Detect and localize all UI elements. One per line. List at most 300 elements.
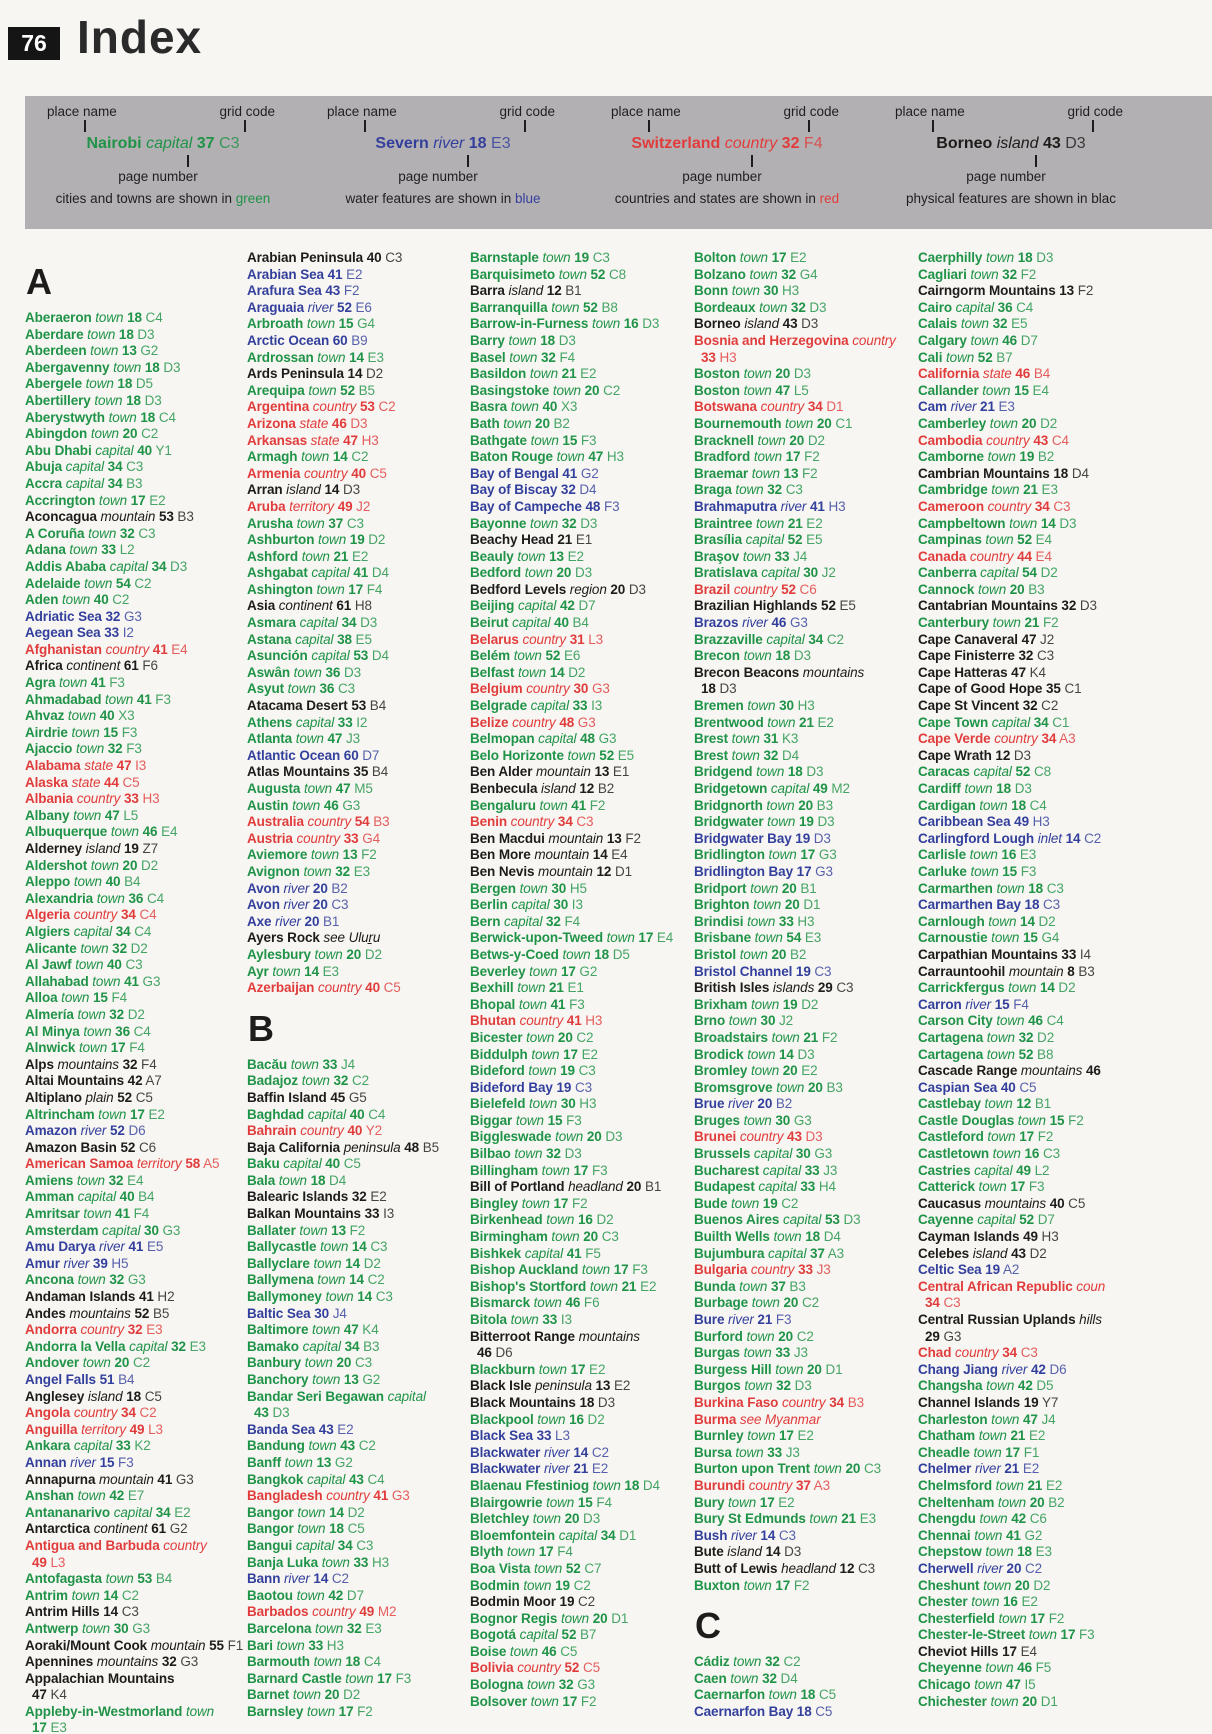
legend-tick <box>84 120 86 132</box>
index-entry: Ajaccio town 32 F3 <box>25 741 142 757</box>
index-entry: Bude town 19 C2 <box>694 1195 799 1211</box>
index-entry: Boa Vista town 52 C7 <box>470 1560 602 1576</box>
index-entry: Campinas town 52 E4 <box>918 532 1052 548</box>
index-entry: Accrington town 17 E2 <box>25 492 166 508</box>
index-entry: Arizona state 46 D3 <box>247 415 368 431</box>
index-entry: Astana capital 38 E5 <box>247 631 372 647</box>
index-entry: Bure river 21 F3 <box>694 1312 792 1327</box>
index-entry: Arusha town 37 C3 <box>247 515 364 531</box>
index-entry: Baltimore town 47 K4 <box>247 1322 379 1338</box>
index-entry: Betws-y-Coed town 18 D5 <box>470 946 630 962</box>
index-entry: Abertillery town 18 D3 <box>25 392 162 408</box>
legend-tick <box>364 120 366 132</box>
index-entry: Chepstow town 18 E3 <box>918 1544 1052 1560</box>
index-entry: Bracknell town 20 D2 <box>694 432 825 448</box>
index-entry: Bodmin town 19 C2 <box>470 1577 591 1593</box>
legend-caption: countries and states are shown in red <box>614 191 840 206</box>
index-entry: Baotou town 42 D7 <box>247 1587 364 1603</box>
legend-caption: physical features are shown in blac <box>905 191 1117 206</box>
index-entry: Ballycastle town 14 C3 <box>247 1239 388 1255</box>
index-entry: Cannock town 20 B3 <box>918 581 1045 597</box>
index-entry: Cardigan town 18 C4 <box>918 797 1047 813</box>
index-entry: Brest town 32 D4 <box>694 747 799 763</box>
index-entry: Bishkek capital 41 F5 <box>470 1245 601 1261</box>
index-entry: Avon river 20 C3 <box>247 897 349 913</box>
index-entry: Cairo capital 36 C4 <box>918 299 1034 315</box>
index-entry: Cambrian Mountains 18 D4 <box>918 465 1089 481</box>
index-entry: Bosnia and Herzegovina country 33 H3 <box>694 332 896 365</box>
index-entry: Birmingham town 20 C3 <box>470 1229 619 1245</box>
index-entry: Carnoustie town 15 G4 <box>918 930 1060 946</box>
index-entry: Brentwood town 21 E2 <box>694 714 834 730</box>
index-entry: Black Isle peninsula 13 E2 <box>470 1378 631 1394</box>
index-entry: Bute island 14 D3 <box>694 1544 802 1560</box>
index-entry: Bridport town 20 B1 <box>694 880 817 896</box>
index-entry: Argentina country 53 C2 <box>247 399 396 415</box>
index-entry: Chelmer river 21 E2 <box>918 1461 1040 1477</box>
index-entry: Carrickfergus town 14 D2 <box>918 980 1076 996</box>
index-entry: Banff town 13 G2 <box>247 1454 353 1470</box>
index-entry: Beijing capital 42 D7 <box>470 598 596 614</box>
index-entry: Cardiff town 18 D3 <box>918 781 1032 796</box>
section-letter: C <box>695 1605 721 1647</box>
index-entry: Belgium country 30 G3 <box>470 681 610 697</box>
index-entry: Bandung town 43 C2 <box>247 1438 376 1454</box>
index-entry: Braemar town 13 F2 <box>694 465 818 481</box>
index-entry: Bern capital 32 F4 <box>470 913 581 929</box>
legend-example-group <box>591 104 863 206</box>
index-entry: Basildon town 21 E2 <box>470 366 597 382</box>
index-entry: Barmouth town 18 C4 <box>247 1654 381 1670</box>
index-entry: Ayr town 14 E3 <box>247 963 339 979</box>
index-entry: Carmarthen Bay 18 C3 <box>918 897 1061 913</box>
index-entry: Cambridge town 21 E3 <box>918 482 1058 498</box>
index-entry: Angel Falls 51 B4 <box>25 1372 135 1387</box>
index-entry: Cayenne capital 52 D7 <box>918 1212 1055 1228</box>
index-entry: Benin country 34 C3 <box>470 814 594 830</box>
index-entry: Burgas town 33 J3 <box>694 1345 808 1361</box>
index-entry: Bromley town 20 E2 <box>694 1063 818 1079</box>
index-entry: Caracas capital 52 C8 <box>918 764 1052 780</box>
index-entry: Baja California peninsula 48 B5 <box>247 1139 440 1155</box>
index-entry: Axe river 20 B1 <box>247 913 340 929</box>
index-entry: Asia continent 61 H8 <box>247 598 372 614</box>
legend-example-entry: Switzerland country 32 F4 <box>631 135 823 152</box>
index-entry: Caspian Sea 40 C5 <box>918 1079 1037 1095</box>
index-entry: Allahabad town 41 G3 <box>25 973 161 989</box>
index-entry: Arctic Ocean 60 B9 <box>247 332 368 348</box>
index-entry: Bedford town 20 D3 <box>470 565 593 581</box>
index-entry: Bruges town 30 G3 <box>694 1112 812 1128</box>
index-entry: Barranquilla town 52 B8 <box>470 299 618 315</box>
index-entry: Arkansas state 47 H3 <box>247 432 379 448</box>
index-entry: Bath town 20 B2 <box>470 415 570 431</box>
index-entry: Baton Rouge town 47 H3 <box>470 449 624 465</box>
index-entry: Borneo island 43 D3 <box>694 316 819 332</box>
index-entry: Amazon Basin 52 C6 <box>25 1139 157 1155</box>
index-entry: Apennines mountains 32 G3 <box>25 1654 199 1670</box>
index-entry: Bolton town 17 E2 <box>694 250 807 265</box>
index-entry: Bayonne town 32 D3 <box>470 515 598 531</box>
legend-caption-color-word: red <box>819 191 840 206</box>
index-entry: Brest town 31 K3 <box>694 731 799 747</box>
index-entry: Castle Douglas town 15 F2 <box>918 1112 1084 1128</box>
index-entry: Baku capital 40 C5 <box>247 1156 361 1172</box>
index-entry: Cheshunt town 20 D2 <box>918 1577 1051 1593</box>
index-entry: Cape Finisterre 32 C3 <box>918 648 1054 664</box>
index-entry: Azerbaijan country 40 C5 <box>247 980 401 996</box>
index-entry: Camberley town 20 D2 <box>918 415 1058 431</box>
index-entry: Burbage town 20 C2 <box>694 1295 820 1311</box>
index-entry: Changsha town 42 D5 <box>918 1378 1054 1394</box>
index-entry: Brazos river 46 G3 <box>694 615 808 631</box>
index-entry: Albania country 33 H3 <box>25 791 160 807</box>
index-entry: Celtic Sea 19 A2 <box>918 1262 1020 1278</box>
index-entry: Ahvaz town 40 X3 <box>25 708 135 724</box>
index-entry: Belfast town 14 D2 <box>470 664 586 680</box>
index-entry: Arabian Sea 41 E2 <box>247 266 363 282</box>
index-entry: Austria country 33 G4 <box>247 830 380 846</box>
legend-caption-color-word: blac <box>1091 191 1117 206</box>
index-entry: Bishop Auckland town 17 F3 <box>470 1262 648 1278</box>
index-entry: Bedford Levels region 20 D3 <box>470 581 646 597</box>
index-entry: Ashington town 17 F4 <box>247 581 383 597</box>
index-entry: Aberdare town 18 D3 <box>25 326 155 342</box>
legend-box <box>25 96 1212 229</box>
index-entry: Bolzano town 32 G4 <box>694 266 818 282</box>
legend-tick <box>808 120 810 132</box>
legend-page-number-label: page number <box>118 169 198 184</box>
index-entry: Brixham town 19 D2 <box>694 996 819 1012</box>
index-entry: Bala town 18 D4 <box>247 1172 347 1188</box>
legend-tick <box>751 155 753 167</box>
index-entry: Antananarivo capital 34 E2 <box>25 1504 191 1520</box>
index-entry: Bingley town 17 F2 <box>470 1195 588 1211</box>
index-entry: Anguilla territory 49 L3 <box>25 1421 163 1437</box>
index-entry: Ballymoney town 14 C3 <box>247 1289 393 1305</box>
index-entry: Amsterdam capital 30 G3 <box>25 1222 181 1238</box>
index-entry: Belo Horizonte town 52 E5 <box>470 747 635 763</box>
index-entry: Birkenhead town 16 D2 <box>470 1212 614 1228</box>
index-entry: Bacău town 33 J4 <box>247 1056 356 1072</box>
index-entry: Bush river 14 C3 <box>694 1527 796 1543</box>
index-entry: Banchory town 13 G2 <box>247 1372 381 1387</box>
index-entry: Austin town 46 G3 <box>247 797 361 813</box>
index-entry: Barrow-in-Furness town 16 D3 <box>470 316 660 332</box>
index-entry: Beverley town 17 G2 <box>470 963 598 979</box>
index-entry: Bhopal town 41 F3 <box>470 996 585 1012</box>
index-entry: Cape Hatteras 47 K4 <box>918 664 1046 680</box>
index-entry: Brno town 30 J2 <box>694 1013 794 1029</box>
index-entry: Antigua and Barbuda country 49 L3 <box>25 1537 207 1570</box>
index-entry: Basel town 32 F4 <box>470 349 576 365</box>
index-entry: Agra town 41 F3 <box>25 675 125 691</box>
index-entry: Barquisimeto town 52 C8 <box>470 266 627 282</box>
index-entry: Bromsgrove town 20 B3 <box>694 1079 843 1095</box>
index-entry: Catterick town 17 F3 <box>918 1179 1045 1195</box>
index-entry: Alicante town 32 D2 <box>25 940 148 956</box>
index-entry: Brazilian Highlands 52 E5 <box>694 598 856 614</box>
index-entry: Chad country 34 C3 <box>918 1345 1038 1361</box>
index-entry: Alaska state 44 C5 <box>25 774 140 790</box>
index-column-2 <box>247 250 463 1720</box>
index-entry: Bursa town 33 J3 <box>694 1444 800 1460</box>
index-entry: Belarus country 31 L3 <box>470 631 604 647</box>
index-entry: Blyth town 17 F4 <box>470 1544 573 1560</box>
index-entry: Albuquerque town 46 E4 <box>25 824 178 840</box>
index-entry: Aegean Sea 33 I2 <box>25 625 134 641</box>
index-entry: Cheviot Hills 17 E4 <box>918 1643 1037 1659</box>
index-entry: Atlanta town 47 J3 <box>247 731 361 747</box>
index-entry: Cape of Good Hope 35 C1 <box>918 681 1082 697</box>
index-entry: Bristol Channel 19 C3 <box>694 963 832 979</box>
legend-caption-color-word: blue <box>515 191 541 206</box>
index-entry: Andes mountains 52 B5 <box>25 1305 170 1321</box>
legend-page-number-label: page number <box>682 169 762 184</box>
index-entry: Beirut capital 40 B4 <box>470 615 589 631</box>
index-entry: Broadstairs town 21 F2 <box>694 1029 838 1045</box>
index-entry: Cascade Range mountains 46 <box>918 1063 1101 1079</box>
index-entry: Cape Canaveral 47 J2 <box>918 631 1055 647</box>
index-entry: Belgrade capital 33 I3 <box>470 698 603 714</box>
index-entry: Buxton town 17 F2 <box>694 1577 810 1593</box>
index-entry: Bridgnorth town 20 B3 <box>694 797 833 813</box>
index-entry: Bognor Regis town 20 D1 <box>470 1610 629 1626</box>
index-entry: Chang Jiang river 42 D6 <box>918 1361 1067 1377</box>
index-entry: Burma see Myanmar <box>694 1411 821 1427</box>
index-entry: Altiplano plain 52 C5 <box>25 1089 153 1105</box>
index-entry: Brecon town 18 D3 <box>694 648 811 664</box>
legend-example-entry: Borneo island 43 D3 <box>936 135 1086 152</box>
index-entry: Carpathian Mountains 33 I4 <box>918 946 1091 962</box>
index-entry: Barbados country 49 M2 <box>247 1604 397 1620</box>
index-entry: Amritsar town 41 F4 <box>25 1206 150 1222</box>
index-entry: Castries capital 49 L2 <box>918 1162 1050 1178</box>
index-entry: Bradford town 17 F2 <box>694 449 820 465</box>
index-entry: Carron river 15 F4 <box>918 996 1029 1012</box>
index-entry: Aberdeen town 13 G2 <box>25 343 159 359</box>
legend-caption: cities and towns are shown in green <box>55 191 271 206</box>
legend-example-entry: Nairobi capital 37 C3 <box>86 135 240 152</box>
index-entry: Alderney island 19 Z7 <box>25 841 159 856</box>
index-entry: Billingham town 17 F3 <box>470 1162 608 1178</box>
index-entry: Cape St Vincent 32 C2 <box>918 698 1059 714</box>
index-column-4 <box>694 250 910 1720</box>
index-entry: Aylesbury town 20 D2 <box>247 946 382 962</box>
index-entry: Antrim Hills 14 C3 <box>25 1604 139 1620</box>
index-entry: Botswana country 34 D1 <box>694 399 844 415</box>
index-entry: Brighton town 20 D1 <box>694 897 821 913</box>
index-entry: Cartagena town 52 B8 <box>918 1046 1054 1062</box>
index-entry: Bolivia country 52 C5 <box>470 1660 601 1676</box>
index-entry: Baltic Sea 30 J4 <box>247 1305 347 1321</box>
index-entry: Barnet town 20 D2 <box>247 1687 361 1703</box>
index-entry: Caribbean Sea 49 H3 <box>918 814 1050 830</box>
index-entry: Antwerp town 30 G3 <box>25 1620 151 1636</box>
index-entry: Aberaeron town 18 C4 <box>25 310 163 325</box>
index-entry: Arbroath town 15 G4 <box>247 316 375 332</box>
index-entry: Appalachian Mountains 47 K4 <box>25 1670 175 1703</box>
index-entry: Cape Town capital 34 C1 <box>918 714 1070 730</box>
index-entry: Aldershot town 20 D2 <box>25 857 159 873</box>
index-entry: Armenia country 40 C5 <box>247 465 387 481</box>
index-entry: Campbeltown town 14 D3 <box>918 515 1077 531</box>
index-entry: Black Mountains 18 D3 <box>470 1394 615 1410</box>
index-entry: Blaenau Ffestiniog town 18 D4 <box>470 1477 660 1493</box>
index-entry: Badajoz town 32 C2 <box>247 1073 370 1089</box>
index-entry: Belém town 52 E6 <box>470 648 581 664</box>
index-entry: Cairngorm Mountains 13 F2 <box>918 283 1094 299</box>
index-entry: Amu Darya river 41 E5 <box>25 1239 164 1255</box>
legend-example-entry: Severn river 18 E3 <box>375 135 511 152</box>
index-entry: Bury St Edmunds town 21 E3 <box>694 1511 876 1527</box>
index-entry: Bangor town 18 C5 <box>247 1521 365 1537</box>
index-entry: Abu Dhabi capital 40 Y1 <box>25 442 172 458</box>
index-entry: Anshan town 42 E7 <box>25 1488 145 1504</box>
index-entry: Bristol town 20 B2 <box>694 946 807 962</box>
index-entry: Barnard Castle town 17 F3 <box>247 1670 412 1686</box>
index-entry: Cam river 21 E3 <box>918 399 1015 415</box>
index-entry: Brahmaputra river 41 H3 <box>694 498 846 514</box>
index-entry: Bangkok capital 43 C4 <box>247 1471 385 1487</box>
index-entry: Brecon Beacons mountains 18 D3 <box>694 664 865 697</box>
index-entry: Black Sea 33 L3 <box>470 1428 570 1444</box>
index-entry: Arafura Sea 43 F2 <box>247 283 360 299</box>
index-entry: Bologna town 32 G3 <box>470 1677 596 1693</box>
index-entry: Cheltenham town 20 B2 <box>918 1494 1065 1510</box>
index-entry: Ayers Rock see Uluṟu <box>247 930 381 946</box>
index-entry: Amur river 39 H5 <box>25 1255 129 1271</box>
index-entry: Central African Republic coun 34 C3 <box>918 1278 1106 1311</box>
index-entry: A Coruña town 32 C3 <box>25 525 156 541</box>
index-entry: Bangui capital 34 C3 <box>247 1537 374 1553</box>
index-entry: Antrim town 14 C2 <box>25 1587 139 1603</box>
index-entry: American Samoa territory 58 A5 <box>25 1156 220 1172</box>
index-entry: Bielefeld town 30 H3 <box>470 1096 597 1112</box>
index-entry: Bitterroot Range mountains 46 D6 <box>470 1328 640 1361</box>
index-entry: Bournemouth town 20 C1 <box>694 415 853 431</box>
index-entry: Chester-le-Street town 17 F3 <box>918 1627 1095 1643</box>
index-entry: California state 46 B4 <box>918 366 1051 382</box>
index-entry: Bari town 33 H3 <box>247 1637 344 1653</box>
index-entry: Altrincham town 17 E2 <box>25 1106 165 1122</box>
index-entry: Burundi country 37 A3 <box>694 1477 830 1493</box>
index-entry: Chatham town 21 E2 <box>918 1428 1046 1444</box>
index-entry: Burton upon Trent town 20 C3 <box>694 1461 882 1477</box>
legend-place-name-label: place name <box>895 104 965 119</box>
index-entry: Atlantic Ocean 60 D7 <box>247 747 380 763</box>
index-column-3 <box>470 250 686 1710</box>
index-column-5 <box>918 250 1134 1710</box>
index-entry: Aoraki/Mount Cook mountain 55 F1 <box>25 1637 244 1653</box>
index-entry: Bergen town 30 H5 <box>470 880 587 896</box>
legend-example-group <box>875 104 1147 206</box>
legend-place-name-label: place name <box>327 104 397 119</box>
index-entry: Alexandria town 36 C4 <box>25 890 165 906</box>
index-entry: Caernarfon Bay 18 C5 <box>694 1703 833 1719</box>
index-entry: Ardrossan town 14 E3 <box>247 349 384 365</box>
index-entry: Central Russian Uplands hills 29 G3 <box>918 1312 1102 1344</box>
index-entry: Arabian Peninsula 40 C3 <box>247 250 403 265</box>
index-entry: Burgess Hill town 20 D1 <box>694 1361 843 1377</box>
index-entry: Bolsover town 17 F2 <box>470 1693 597 1709</box>
index-entry: Andorra country 32 E3 <box>25 1322 163 1338</box>
index-entry: Abergavenny town 18 D3 <box>25 359 181 375</box>
index-entry: Avon river 20 B2 <box>247 880 348 896</box>
index-entry: Bicester town 20 C2 <box>470 1029 594 1045</box>
legend-grid-code-label: grid code <box>219 104 275 119</box>
index-entry: Ahmadabad town 41 F3 <box>25 691 171 707</box>
index-entry: Ballyclare town 14 D2 <box>247 1255 381 1271</box>
index-entry: Castlebay town 12 B1 <box>918 1096 1052 1112</box>
legend-tick <box>524 120 526 132</box>
index-entry: Amiens town 32 E4 <box>25 1172 144 1188</box>
legend-grid-code-label: grid code <box>783 104 839 119</box>
index-entry: Camborne town 19 B2 <box>918 449 1055 465</box>
index-entry: Araguaia river 52 E6 <box>247 299 372 315</box>
index-entry: Balkan Mountains 33 I3 <box>247 1206 395 1222</box>
index-entry: Basra town 40 X3 <box>470 399 578 415</box>
index-entry: Bangladesh country 41 G3 <box>247 1488 410 1504</box>
index-entry: Benbecula island 12 B2 <box>470 781 615 796</box>
index-entry: Algiers capital 34 C4 <box>25 923 152 939</box>
index-entry: Biddulph town 17 E2 <box>470 1046 598 1062</box>
index-entry: Blackwater river 14 C2 <box>470 1444 609 1460</box>
index-entry: Burkina Faso country 34 B3 <box>694 1394 865 1410</box>
legend-tick <box>1035 155 1037 167</box>
index-entry: Atacama Desert 53 B4 <box>247 698 387 714</box>
index-entry: Bishop's Stortford town 21 E2 <box>470 1278 657 1294</box>
index-entry: Braga town 32 C3 <box>694 482 803 498</box>
index-entry: Algeria country 34 C4 <box>25 907 157 923</box>
index-entry: Cádiz town 32 C2 <box>694 1654 801 1670</box>
index-entry: Alabama state 47 I3 <box>25 758 147 774</box>
section-letter: A <box>26 261 52 302</box>
index-entry: Annapurna mountain 41 G3 <box>25 1471 194 1487</box>
index-entry: Bridgwater Bay 19 D3 <box>694 830 831 846</box>
legend-example-group <box>27 104 299 206</box>
index-entry: Bill of Portland headland 20 B1 <box>470 1179 662 1195</box>
index-entry: Barnstaple town 19 C3 <box>470 250 610 265</box>
index-entry: Belize country 48 G3 <box>470 714 596 730</box>
index-entry: Banbury town 20 C3 <box>247 1355 373 1371</box>
index-entry: Adelaide town 54 C2 <box>25 575 152 591</box>
index-entry: Biggar town 15 F3 <box>470 1112 582 1128</box>
index-entry: Bandar Seri Begawan capital 43 D3 <box>247 1388 426 1421</box>
index-entry: Bhutan country 41 H3 <box>470 1013 603 1029</box>
index-entry: Bodmin Moor 19 C2 <box>470 1594 596 1610</box>
index-entry: Bridgetown capital 49 M2 <box>694 781 850 796</box>
index-entry: Bexhill town 21 E1 <box>470 980 584 996</box>
index-entry: Bideford Bay 19 C3 <box>470 1079 593 1095</box>
index-entry: British Isles islands 29 C3 <box>694 980 854 996</box>
index-entry: Burgos town 32 D3 <box>694 1378 812 1394</box>
index-entry: Antofagasta town 53 B4 <box>25 1571 173 1587</box>
index-entry: Annan river 15 F3 <box>25 1454 134 1470</box>
index-entry: Afghanistan country 41 E4 <box>25 641 188 657</box>
index-entry: Cherwell river 20 C2 <box>918 1560 1043 1576</box>
index-entry: Cayman Islands 49 H3 <box>918 1229 1059 1245</box>
index-entry: Bay of Campeche 48 F3 <box>470 498 620 514</box>
legend-tick <box>1092 120 1094 132</box>
index-entry: Alloa town 15 F4 <box>25 990 127 1006</box>
index-entry: Biggleswade town 20 D3 <box>470 1129 623 1145</box>
page-number-badge: 76 <box>8 27 60 60</box>
index-entry: Boston town 20 D3 <box>694 366 811 382</box>
index-entry: Armagh town 14 C2 <box>247 449 369 465</box>
index-entry: Barcelona town 32 E3 <box>247 1620 382 1636</box>
index-entry: Barry town 18 D3 <box>470 332 576 348</box>
